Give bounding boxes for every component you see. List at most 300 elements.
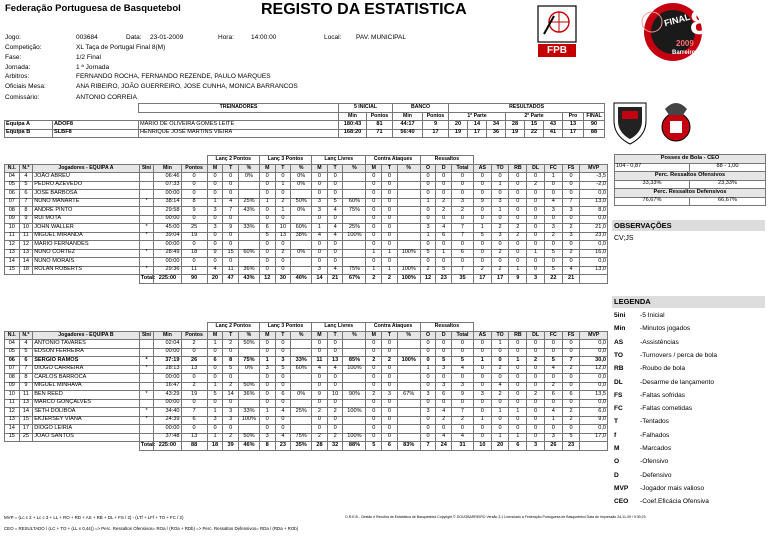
column-header: % [343,164,366,173]
legend-abbr: D [614,471,619,479]
stat-cell: 43% [238,207,259,216]
stat-cell [343,173,366,182]
stat-cell: 1 [259,408,275,417]
stat-cell: 50% [238,382,259,391]
stat-cell: 5 [562,433,580,442]
stat-cell: 0 [327,258,343,267]
column-header: T [382,331,398,340]
stat-cell [238,425,259,434]
stat-cell: 1 [275,181,291,190]
stat-cell: 13,5 [580,391,608,400]
total-cell: 24 [436,442,452,451]
stat-cell: 9 [312,391,328,400]
stat-cell: 0 [491,190,509,199]
stat-cell: 0 [366,425,382,434]
stat-cell: 0 [436,258,452,267]
stat-cell: 0 [275,258,291,267]
column-header: Jogadores - EQUIPA B [33,331,140,340]
stat-cell: 4 [327,365,343,374]
stat-cell: 13 [19,249,33,258]
stat-cell: 0 [382,348,398,357]
stat-cell: 2 [420,266,436,275]
stat-cell: 0 [312,181,328,190]
column-header: Jogadores - EQUIPA A [33,164,140,173]
legend-abbr: DL [614,378,623,386]
legend-abbr: CEO [614,498,629,506]
info-label: Fase: [5,54,22,61]
stat-cell: 10 [5,224,20,233]
summary-cell: 13 [563,121,584,130]
stat-cell [397,348,420,357]
total-cell: 23 [275,442,291,451]
legend-desc: -Assistências [640,338,679,346]
total-cell: 6 [382,442,398,451]
col-group-header: Lanç 3 Pontos [259,156,311,165]
stat-cell: 0 [223,399,239,408]
summary-cell: 19 [449,129,468,138]
column-header: AS [473,164,491,173]
stat-cell: 3 [562,207,580,216]
stat-cell: 0 [327,241,343,250]
stat-cell: 0 [259,425,275,434]
total-cell: 20 [491,442,509,451]
stat-cell: 75% [343,207,366,216]
stat-cell: 36% [238,391,259,400]
stat-cell [139,374,154,383]
stat-cell: 10 [5,391,20,400]
legend-abbr: Min [614,325,626,333]
stat-cell: 5 [327,198,343,207]
stat-cell: 1 [259,198,275,207]
stat-cell: 0,0 [580,241,608,250]
total-cell: 22 [544,275,562,284]
stat-cell: 06 [5,190,20,199]
stat-cell [397,198,420,207]
stat-cell: 11 [312,357,328,366]
column-header: % [291,164,312,173]
summary-h: Min [393,112,423,121]
stat-cell: 0 [207,365,223,374]
column-header: % [397,331,420,340]
stat-cell: 0 [223,215,239,224]
stat-cell: 0 [207,425,223,434]
hour-value: 14:00:00 [251,34,277,41]
info-label: Competição: [5,44,42,51]
stat-cell: 6 [544,391,562,400]
stat-cell: 2 [452,416,474,425]
column-header: M [312,164,328,173]
stat-cell: 7 [562,357,580,366]
stat-cell [397,425,420,434]
stat-cell: 0 [327,249,343,258]
summary-row [5,129,605,138]
total-cell: 17 [491,275,509,284]
stat-cell [139,433,154,442]
stat-cell: 0 [181,181,207,190]
stat-cell: 3 [544,207,562,216]
stat-cell: 4 [207,266,223,275]
stat-cell: 0 [473,340,491,349]
summary-cell: 28 [506,121,525,130]
stat-cell: 10 [19,224,33,233]
col-group-header: Contra Ataques [366,156,420,165]
summary-cell: 41 [544,129,563,138]
stat-cell [397,173,420,182]
stat-cell: 43:29 [154,391,181,400]
column-header: M [207,331,223,340]
stat-cell: 5 [436,357,452,366]
total-cell: 35 [452,275,474,284]
total-cell: 31 [452,442,474,451]
stat-cell: 2 [312,433,328,442]
stat-cell: 0 [544,241,562,250]
stat-cell: 0 [327,425,343,434]
stat-cell: 0 [207,232,223,241]
stat-cell: 16,0 [580,249,608,258]
stat-cell: 29:36 [154,266,181,275]
stat-cell: 1 [473,224,491,233]
stat-cell: 13 [181,433,207,442]
column-header: FS [562,164,580,173]
stat-cell: 0 [223,190,239,199]
stat-cell: 0 [382,258,398,267]
stat-cell: 16:47 [154,382,181,391]
stat-cell: 0 [366,232,382,241]
stat-cell: 0 [259,399,275,408]
stat-cell: 0 [436,425,452,434]
column-header: M [366,164,382,173]
stat-cell: 9 [181,207,207,216]
stat-cell: 33% [238,224,259,233]
stat-cell: 75% [343,266,366,275]
stat-cell: 0 [527,374,545,383]
column-header: 5Ini [139,331,154,340]
stat-cell: 5 [19,348,33,357]
stat-cell: 1 [491,433,509,442]
stat-cell: 0 [473,215,491,224]
stat-cell: 3 [312,266,328,275]
stat-cell: 0 [420,190,436,199]
stat-cell: 100% [343,232,366,241]
column-header: T [275,164,291,173]
info-label: Oficiais Mesa: [5,83,46,90]
stat-cell: 38% [291,232,312,241]
stat-cell: 0 [207,258,223,267]
stat-cell: 0,0 [580,215,608,224]
stat-cell: 60% [343,198,366,207]
stat-cell: 5 [473,232,491,241]
stat-cell: 0 [312,173,328,182]
total-cell [33,275,140,284]
column-header: % [291,331,312,340]
legend-desc: -Tentados [640,418,669,426]
stat-cell: 9 [452,391,474,400]
total-cell [5,275,20,284]
column-header: T [223,331,239,340]
player-row [5,340,608,349]
stat-cell: 0 [562,425,580,434]
stat-cell: 75% [291,433,312,442]
stat-cell: 0 [452,215,474,224]
stat-cell: 0 [223,181,239,190]
stat-cell: 0 [327,215,343,224]
stat-cell: 0 [452,190,474,199]
stat-cell: 0 [312,190,328,199]
total-cell: 18 [207,442,223,451]
fpb-logo [536,4,578,60]
stat-cell: 1 [509,433,527,442]
stat-cell: 0 [382,224,398,233]
stat-cell: 2 [436,198,452,207]
stat-cell: 0 [259,258,275,267]
stat-cell: 4 [223,198,239,207]
stat-cell: 30,0 [580,357,608,366]
stat-cell: 00:00 [154,374,181,383]
stat-cell: 4 [275,433,291,442]
stat-cell: 5 [223,365,239,374]
column-header: D [436,331,452,340]
stat-cell: 1 [207,340,223,349]
stat-cell: 2 [223,382,239,391]
stat-cell: 0 [223,258,239,267]
column-header: Total [452,164,474,173]
stat-cell: 0 [312,340,328,349]
column-header: Pontos [181,331,207,340]
stat-cell [343,425,366,434]
stat-cell: 0 [420,173,436,182]
stat-cell: 0 [509,340,527,349]
stat-cell: -2,0 [580,181,608,190]
col-group-header: Lanç 2 Pontos [207,156,259,165]
stat-cell: 2 [527,391,545,400]
stat-cell: 0 [181,190,207,199]
stat-cell: 7 [452,232,474,241]
stat-cell: 0 [436,241,452,250]
stat-cell: 1 [207,198,223,207]
stat-cell: 0 [382,190,398,199]
stat-cell: 2 [223,433,239,442]
column-header: M [366,331,382,340]
stat-cell: 00:00 [154,348,181,357]
stat-cell: 19 [181,232,207,241]
stat-cell: 0 [562,215,580,224]
stat-cell: 00:00 [154,215,181,224]
stat-cell: 14 [19,408,33,417]
stat-cell: 0 [259,391,275,400]
possession-b: 88 - 1,00 [690,163,766,172]
stat-cell: 3 [382,391,398,400]
stat-cell: 6,0 [580,408,608,417]
stat-cell: 0 [452,173,474,182]
stat-cell [397,382,420,391]
stat-cell: 2 [562,408,580,417]
final8-logo-sub: Barreiro [672,50,696,56]
stat-cell: 3 [312,198,328,207]
stat-cell: 0 [366,433,382,442]
stat-cell: 0 [382,408,398,417]
stat-cell: 3 [491,198,509,207]
stat-cell: 2 [491,365,509,374]
total-cell: 225:00 [154,275,181,284]
stat-cell: 0 [366,365,382,374]
stat-cell: 2 [181,382,207,391]
stat-cell: 0 [207,190,223,199]
stat-cell [291,382,312,391]
total-cell: 12 [259,275,275,284]
stat-cell: 0 [420,374,436,383]
stat-cell [291,266,312,275]
stat-cell: 50% [238,433,259,442]
stat-cell: 3 [259,433,275,442]
stat-cell: 25% [291,408,312,417]
column-header: TO [491,164,509,173]
stat-cell: 0 [491,425,509,434]
stat-cell: 0 [420,207,436,216]
legend-abbr: MVP [614,484,629,492]
stat-cell: 4 [544,408,562,417]
stat-cell: MIGUEL MIRANDA [33,232,140,241]
stat-cell [291,258,312,267]
stat-cell: 2 [366,357,382,366]
stat-cell: 8,0 [580,207,608,216]
stat-cell: 1 [420,198,436,207]
stat-cell: 07 [5,365,20,374]
stat-cell: 4 [452,433,474,442]
stat-cell: 0 [275,416,291,425]
stat-cell: 1 [491,340,509,349]
column-header: M [207,164,223,173]
stat-cell: 29:58 [154,207,181,216]
stat-cell: 5 [452,357,474,366]
stat-cell: 0 [509,241,527,250]
stat-cell: 0 [473,433,491,442]
legend-abbr: M [614,445,620,452]
total-cell [33,442,140,451]
stat-cell: 6 [436,232,452,241]
stat-cell: 0 [223,374,239,383]
stat-cell: 0 [527,232,545,241]
stat-cell: 75% [238,357,259,366]
stat-cell: 39:04 [154,232,181,241]
stat-cell: 07:33 [154,181,181,190]
summary-cell: 22 [525,129,544,138]
stat-cell [343,258,366,267]
total-cell: 17 [473,275,491,284]
stat-cell: 50% [238,340,259,349]
stat-cell: 1 [207,408,223,417]
stat-cell: 85% [343,357,366,366]
total-cell: 39 [223,442,239,451]
stat-cell: -3,5 [580,173,608,182]
stat-cell: 17 [19,425,33,434]
stat-cell: 14 [5,258,20,267]
stat-cell: * [139,198,154,207]
summary-h: FINAL [584,112,605,121]
stat-cell: 0 [382,374,398,383]
stat-cell: 1 [509,408,527,417]
stat-cell: 3 [562,232,580,241]
stat-cell: 0 [544,258,562,267]
stat-cell: 0 [382,425,398,434]
stat-cell: 0 [527,198,545,207]
stat-cell: 0 [420,215,436,224]
stat-cell: 1 [509,266,527,275]
stat-cell: 15 [5,266,20,275]
player-row [5,374,608,383]
off-rebound-b: 23,33% [690,180,766,189]
summary-cell: 34 [487,121,506,130]
stat-cell: 5 [259,232,275,241]
summary-cell: 17 [563,129,584,138]
stat-cell: 0 [366,198,382,207]
stat-cell: 3 [207,416,223,425]
summary-h: Min [339,112,367,121]
stat-cell: 6 [452,249,474,258]
stat-cell: 25 [181,224,207,233]
stat-cell: 08 [5,374,20,383]
stat-cell: 2 [327,433,343,442]
stat-cell: 1 [544,416,562,425]
stat-cell: 0 [259,215,275,224]
stat-cell [139,181,154,190]
stat-cell [397,433,420,442]
stat-cell: 0 [509,181,527,190]
summary-cell: Equipa A [5,121,53,130]
summary-cell: 17 [468,129,487,138]
stat-cell [139,348,154,357]
player-row [5,181,608,190]
stat-cell: 0 [544,215,562,224]
stat-cell [343,399,366,408]
stat-cell: 5 [207,391,223,400]
stat-cell: 11 [19,391,33,400]
total-cell: 32 [327,442,343,451]
summary-cell: 44:17 [393,121,423,130]
stat-cell: 0 [527,190,545,199]
stat-cell: 0 [259,374,275,383]
stat-cell: 25% [238,198,259,207]
stat-cell: 0 [382,365,398,374]
stat-cell: 0 [382,416,398,425]
stat-cell [397,190,420,199]
summary-cell: 71 [367,129,393,138]
stat-cell: 0 [327,382,343,391]
stat-cell: 50% [291,198,312,207]
stat-cell: 13 [327,357,343,366]
summary-h-coaches: TREINADORES [139,104,339,113]
stat-cell: 1 [366,266,382,275]
stat-cell: 0 [473,399,491,408]
stat-cell: 2 [275,249,291,258]
stat-cell [397,215,420,224]
stat-cell: 3 [420,224,436,233]
stat-cell: 0 [382,433,398,442]
total-cell: 2 [382,275,398,284]
player-row [5,207,608,216]
stat-cell: 0 [312,374,328,383]
stat-cell: 0 [436,340,452,349]
stat-cell: 100% [343,433,366,442]
stat-cell: 0,0 [580,340,608,349]
info-label: Jornada: [5,64,31,71]
stat-cell: 0 [473,207,491,216]
summary-h: Pro [563,112,584,121]
stat-cell: 2 [436,207,452,216]
total-cell: 46% [238,442,259,451]
stat-cell: 1 [420,232,436,241]
stat-cell: 4 [19,340,33,349]
stat-cell: 5 [19,181,33,190]
